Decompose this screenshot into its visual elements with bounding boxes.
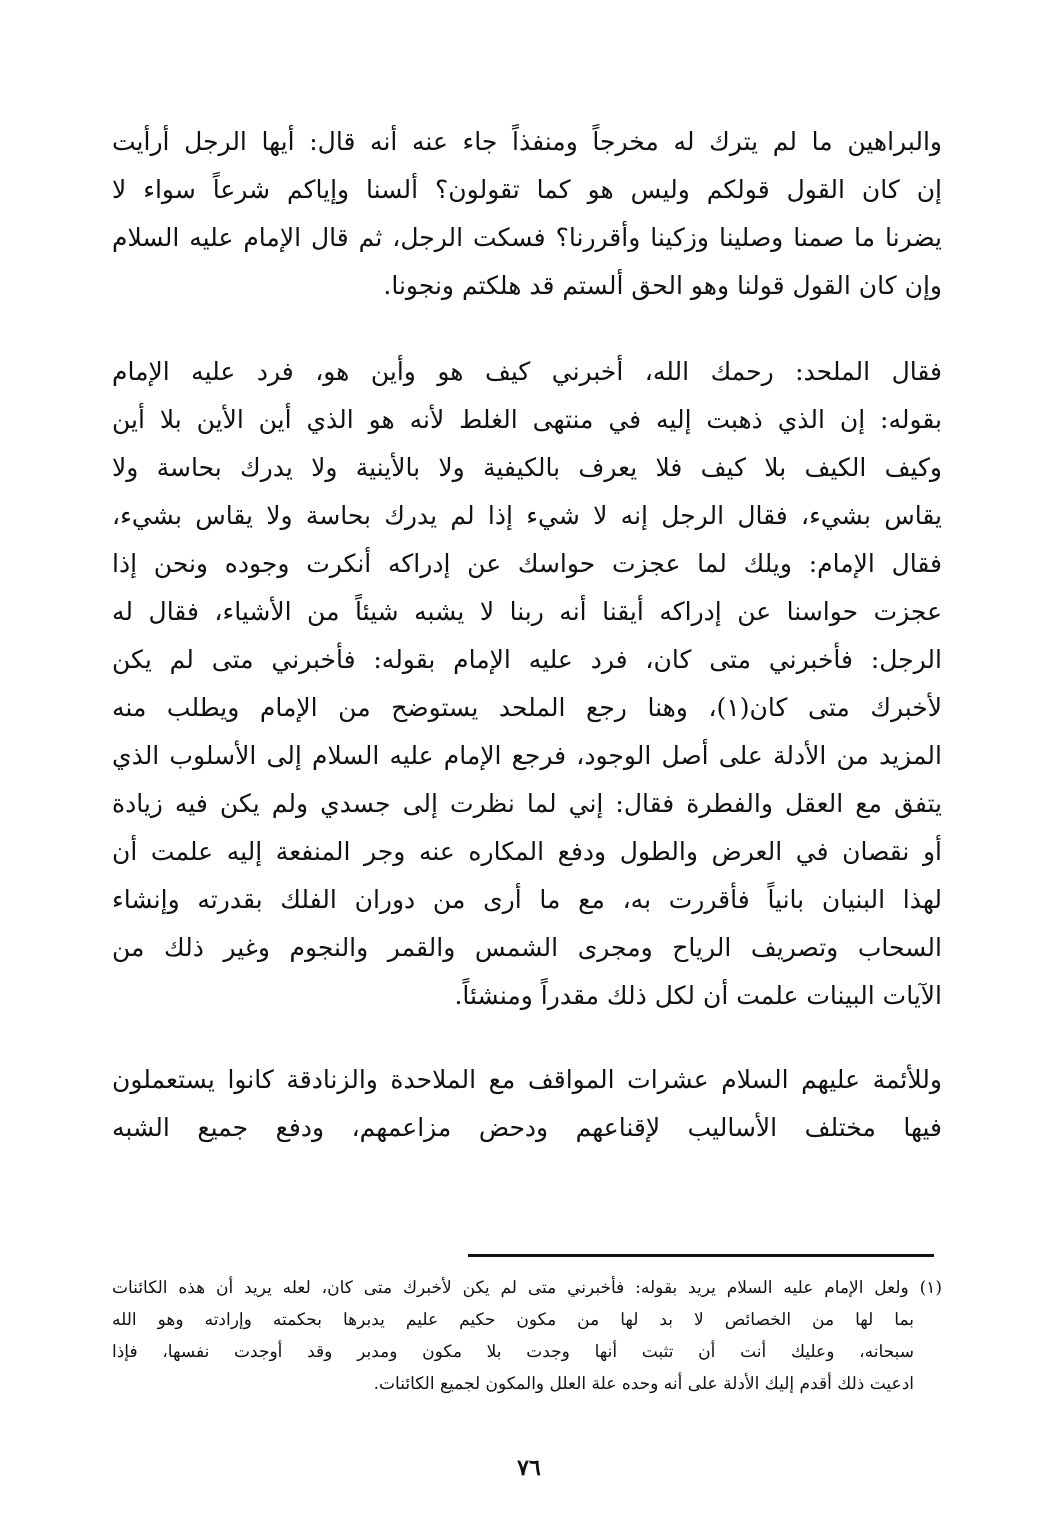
footnote: [112, 1272, 942, 1400]
text-line: إن كان القول قولكم وليس هو كما تقولون؟ ألسنا وإياكم شرعاً سواء لا: [112, 175, 942, 204]
text-line: وللأئمة عليهم السلام عشرات المواقف مع الملاحدة والزنادقة كانوا يستعملون: [112, 1065, 942, 1094]
paragraph-gap: [112, 1020, 942, 1056]
text-line: فقال الإمام: ويلك لما عجزت حواسك عن إدراكه أنكرت وجوده ونحن إذا: [112, 549, 942, 578]
text-line: عجزت حواسنا عن إدراكه أيقنا أنه ربنا لا يشبه شيئاً من الأشياء، فقال له: [112, 597, 942, 626]
text-line: يتفق مع العقل والفطرة فقال: إني لما نظرت إلى جسدي ولم يكن فيه زيادة: [112, 789, 942, 818]
text-line: يقاس بشيء، فقال الرجل إنه لا شيء إذا لم يدرك بحاسة ولا يقاس بشيء،: [112, 501, 942, 530]
footnote-line: سبحانه، وعليك أنت أن تثبت أنها وجدت بلا مكون ومدبر وقد أوجدت نفسها، فإذا: [112, 1342, 914, 1362]
paragraph-gap: [112, 310, 942, 348]
main-text: [112, 118, 942, 1152]
text-line: فقال الملحد: رحمك الله، أخبرني كيف هو وأين هو، فرد عليه الإمام: [112, 357, 942, 386]
paragraph: [112, 118, 942, 310]
paragraph: [112, 348, 942, 1020]
footnote-line: بما لها من الخصائص لا بد لها من مكون حكيم عليم يدبرها بحكمته وإرادته وهو الله: [112, 1310, 914, 1330]
text-line: لهذا البنيان بانياً فأقررت به، مع ما أرى من دوران الفلك بقدرته وإنشاء: [112, 885, 942, 914]
page-number: ٧٦: [517, 1455, 541, 1481]
text-line: السحاب وتصريف الرياح ومجرى الشمس والقمر والنجوم وغير ذلك من: [112, 933, 942, 962]
footnote-line: (١) ولعل الإمام عليه السلام يريد بقوله: فأخبرني متى لم يكن لأخبرك متى كان، لعله يريد أن هذه الكائنات: [112, 1278, 942, 1298]
text-line: فيها مختلف الأساليب لإقناعهم ودحض مزاعمهم، ودفع جميع الشبه: [112, 1113, 942, 1142]
text-line: يضرنا ما صمنا وصلينا وزكينا وأقررنا؟ فسكت الرجل، ثم قال الإمام عليه السلام: [112, 223, 942, 252]
footnote-separator: [468, 1254, 934, 1257]
paragraph: [112, 1056, 942, 1152]
text-line: الآيات البينات علمت أن لكل ذلك مقدراً ومنشئاً.: [454, 981, 942, 1010]
text-line: الرجل: فأخبرني متى كان، فرد عليه الإمام بقوله: فأخبرني متى لم يكن: [112, 645, 942, 674]
text-line: لأخبرك متى كان(١)، وهنا رجع الملحد يستوضح من الإمام ويطلب منه: [112, 693, 942, 722]
text-line: بقوله: إن الذي ذهبت إليه في منتهى الغلط لأنه هو الذي أين الأين بلا أين: [112, 405, 942, 434]
text-line: وإن كان القول قولنا وهو الحق ألستم قد هلكتم ونجونا.: [383, 271, 942, 300]
text-line: المزيد من الأدلة على أصل الوجود، فرجع الإمام عليه السلام إلى الأسلوب الذي: [112, 741, 942, 770]
footnote-line: ادعيت ذلك أقدم إليك الأدلة على أنه وحده علة العلل والمكون لجميع الكائنات.: [373, 1374, 914, 1394]
text-line: أو نقصان في العرض والطول ودفع المكاره عنه وجر المنفعة إليه علمت أن: [112, 837, 942, 866]
text-line: وكيف الكيف بلا كيف فلا يعرف بالكيفية ولا بالأينية ولا يدرك بحاسة ولا: [112, 453, 942, 482]
text-line: والبراهين ما لم يترك له مخرجاً ومنفذاً جاء عنه أنه قال: أيها الرجل أرأيت: [112, 127, 942, 156]
